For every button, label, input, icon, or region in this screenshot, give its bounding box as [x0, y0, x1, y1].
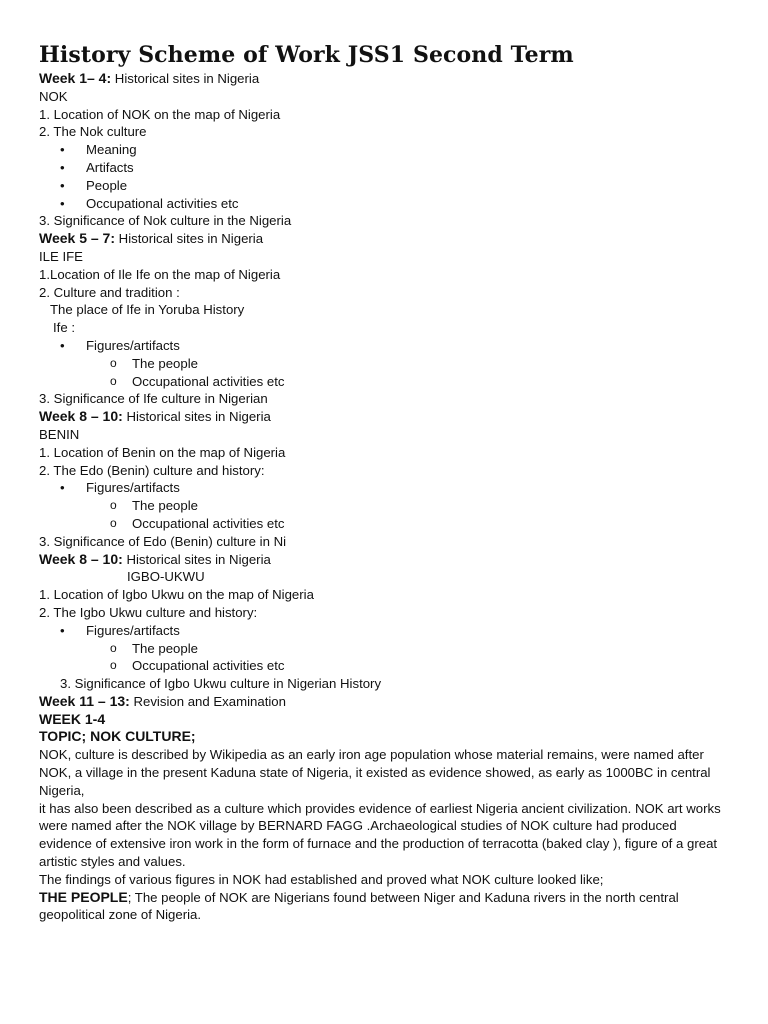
people-label: THE PEOPLE	[39, 888, 128, 905]
sub-bullet-item: o Occupational activities etc	[39, 515, 729, 533]
list-item: 1. Location of Igbo Ukwu on the map of Nigeria	[39, 587, 314, 603]
week-label: Week 11 – 13:	[39, 692, 130, 709]
week-label: Week 8 – 10:	[39, 550, 123, 567]
list-item: 2. The Igbo Ukwu culture and history:	[39, 604, 258, 620]
document-page	[39, 40, 729, 924]
list-item: 1. Location of NOK on the map of Nigeria	[39, 106, 281, 122]
list-item: 2. The Nok culture	[39, 124, 147, 140]
bullet-item: • Figures/artifacts	[39, 337, 729, 355]
list-item: 3. Significance of Nok culture in the Nigeria	[39, 213, 292, 229]
week-heading	[39, 408, 729, 426]
sub-bullet-item: o The people	[39, 640, 729, 658]
week-label: Week 1– 4:	[39, 70, 112, 86]
list-item: 3. Significance of Igbo Ukwu culture in Nigerian History	[60, 676, 382, 692]
people-text: ; The people of NOK are Nigerians found between Niger and Kaduna rivers in the north central geopolitical zone of Nigeria.	[39, 889, 679, 923]
paragraph-people	[39, 889, 729, 925]
bullet-item: • Meaning	[39, 141, 729, 159]
sub-bullet-item: o Occupational activities etc	[39, 657, 729, 675]
site-name: ILE IFE	[39, 248, 83, 264]
sub-bullet-item: o Occupational activities etc	[39, 373, 729, 391]
week-topic: Historical sites in Nigeria	[115, 231, 264, 247]
bullet-item: • Occupational activities etc	[39, 195, 729, 213]
sub-bullet-item: o The people	[39, 355, 729, 373]
bullet-item: • Figures/artifacts	[39, 479, 729, 497]
sub-bullet-item: o The people	[39, 497, 729, 515]
list-item: 1. Location of Benin on the map of Nigeria	[39, 444, 286, 460]
week-heading	[39, 551, 729, 569]
list-item: 2. The Edo (Benin) culture and history:	[39, 462, 265, 478]
sub-line: Ife :	[53, 320, 75, 336]
notes-heading: WEEK 1-4	[39, 710, 106, 727]
paragraph: it has also been described as a culture which provides evidence of earliest Nigeria ancient civilization. NOK art works were named after the NOK village by BERNARD FAGG .Archaeological studies of NOK culture had produced evidence of extensive iron work in the form of furnace and the production of terracotta (baked clay ), figure of a great artistic styles and values.	[39, 800, 721, 870]
sub-line: The place of Ife in Yoruba History	[50, 302, 245, 318]
site-name: IGBO-UKWU	[127, 569, 205, 585]
list-item: 1.Location of Ile Ife on the map of Nigeria	[39, 266, 281, 282]
topic-heading: TOPIC; NOK CULTURE;	[39, 728, 196, 745]
week-heading	[39, 230, 729, 248]
week-topic: Revision and Examination	[129, 693, 286, 709]
bullet-item: • Figures/artifacts	[39, 622, 729, 640]
site-name: BENIN	[39, 426, 80, 442]
list-item: 2. Culture and tradition :	[39, 284, 180, 300]
week-topic: Historical sites in Nigeria	[122, 409, 271, 425]
week-topic: Historical sites in Nigeria	[111, 71, 260, 86]
bullet-item: • Artifacts	[39, 159, 729, 177]
week-label: Week 8 – 10:	[39, 408, 123, 425]
list-item: 3. Significance of Edo (Benin) culture in Ni	[39, 533, 287, 549]
paragraph: The findings of various figures in NOK had established and proved what NOK culture looked like;	[39, 871, 604, 887]
site-name: NOK	[39, 88, 68, 104]
paragraph: NOK, culture is described by Wikipedia as an early iron age population whose material remains, were named after NOK, a village in the present Kaduna state of Nigeria, it existed as evidence showed, as early as 1000BC in central Nigeria,	[39, 747, 711, 798]
bullet-item: • People	[39, 177, 729, 195]
week-heading	[39, 693, 729, 711]
week-label: Week 5 – 7:	[39, 230, 116, 247]
list-item: 3. Significance of Ife culture in Nigerian	[39, 391, 268, 407]
page-title: History Scheme of Work JSS1 Second Term	[39, 42, 574, 68]
week-topic: Historical sites in Nigeria	[122, 551, 271, 567]
week-heading	[39, 70, 729, 88]
